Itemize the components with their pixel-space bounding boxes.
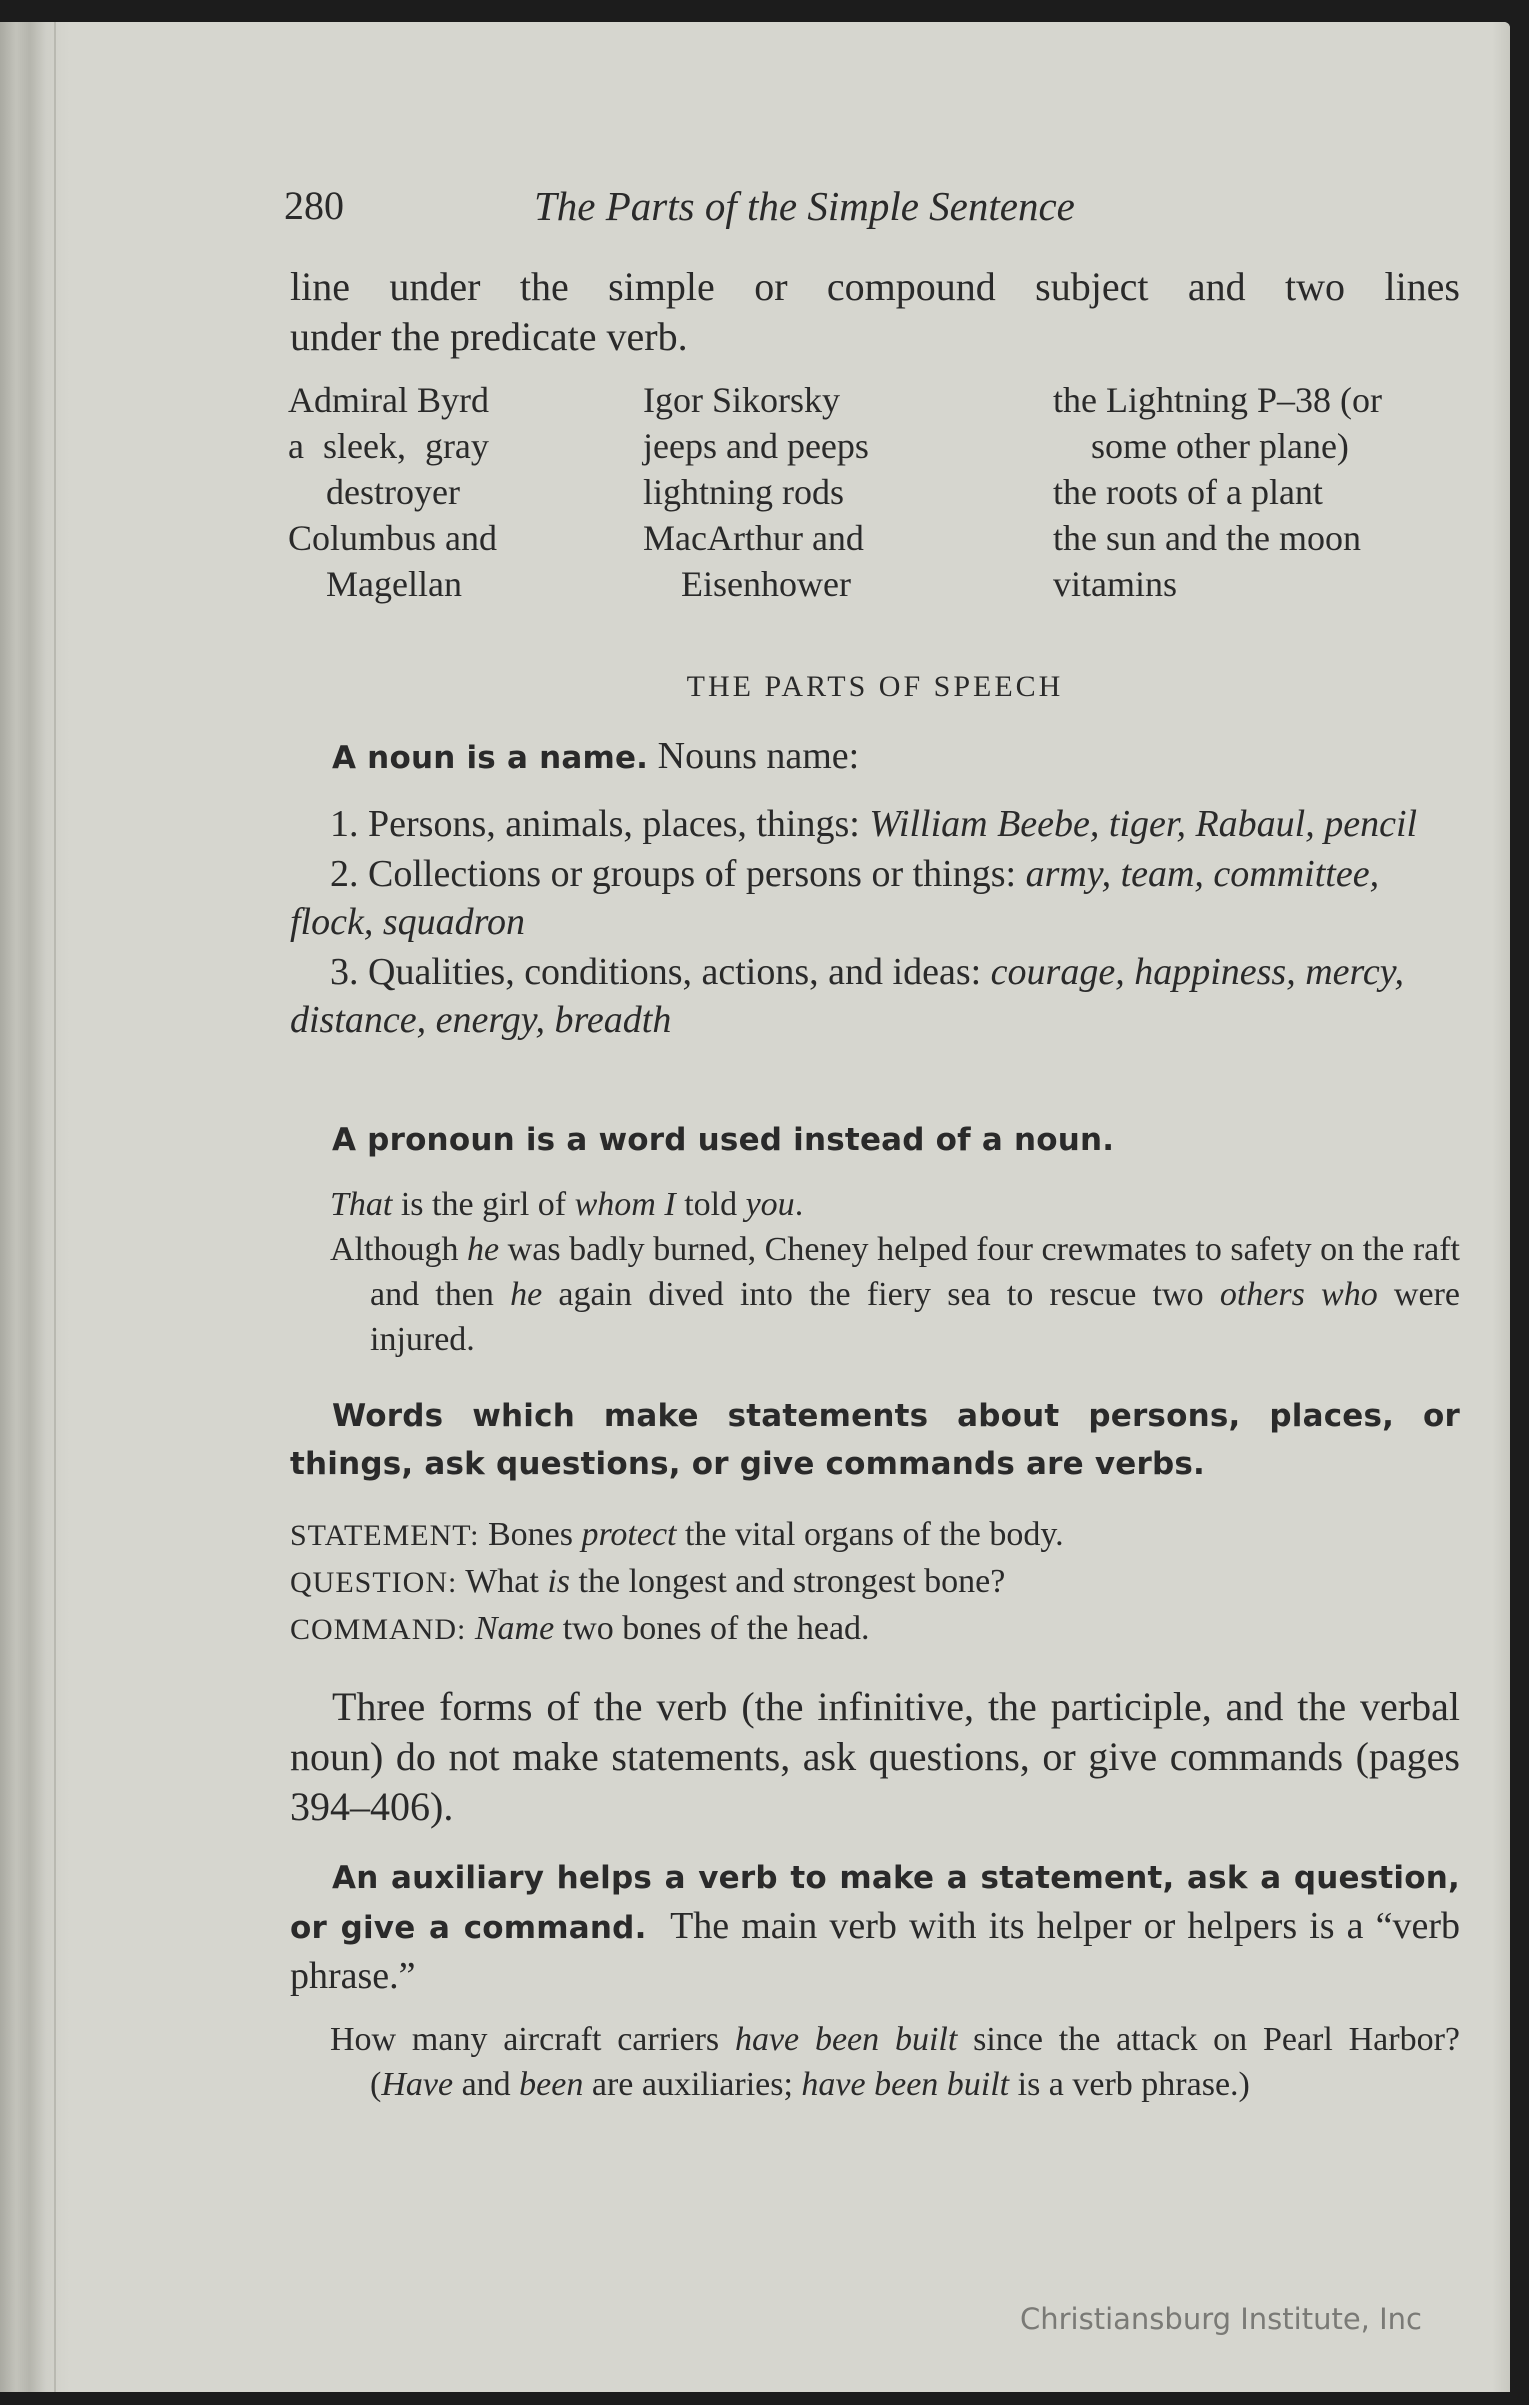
example-part: Bones — [479, 1516, 582, 1553]
list-item: Eisenhower — [681, 564, 851, 604]
list-item-examples: William Beebe, tiger, Rabaul, pencil — [869, 803, 1418, 845]
list-item: Columbus and — [288, 518, 498, 558]
list-item — [290, 948, 1460, 1044]
example-part: the vital organs of the body. — [676, 1516, 1064, 1553]
auxiliary-continuation: The main verb with its helper or helpers is a “verb phrase.” — [290, 1905, 1460, 1997]
auxiliary-definition-text: An auxiliary helps a verb to make a statement, ask a question, or give a command. — [290, 1860, 1460, 1946]
verbal-forms-paragraph: Three forms of the verb (the infinitive, the participle, and the verbal noun) do not make statements, ask questions, or give commands (pages 394–406). — [290, 1684, 1460, 1829]
subject-column-3 — [1053, 377, 1473, 607]
book-spine — [0, 22, 70, 2392]
list-item: a sleek, gray — [288, 426, 489, 466]
example-part: were injured. — [370, 1276, 1460, 1358]
noun-lead: Nouns name: — [657, 735, 860, 777]
list-item: the roots of a plant — [1053, 472, 1323, 512]
watermark: Christiansburg Institute, Inc — [1020, 2302, 1422, 2336]
running-head — [284, 182, 1284, 242]
example-part — [466, 1610, 475, 1647]
verb-definition — [290, 1392, 1460, 1488]
example-part: are auxiliaries; — [583, 2066, 802, 2103]
subject-column-2 — [643, 377, 963, 607]
example-label: QUESTION: — [290, 1566, 458, 1599]
subject-column-1 — [288, 377, 548, 607]
section-heading: THE PARTS OF SPEECH — [686, 670, 1064, 703]
list-item — [290, 800, 1460, 848]
list-item: MacArthur and — [643, 518, 864, 558]
intro-line-2: under the predicate verb. — [290, 314, 688, 359]
example-part: he — [467, 1231, 500, 1268]
list-item: Igor Sikorsky — [643, 380, 840, 420]
example-part: he — [510, 1276, 543, 1313]
list-item-label: 1. Persons, animals, places, things: — [330, 803, 860, 845]
list-item: Admiral Byrd — [288, 380, 489, 420]
example-sentence — [330, 1182, 1460, 1227]
example-part: been — [519, 2066, 584, 2103]
example-sentence — [330, 1227, 1460, 1362]
pronoun-examples — [330, 1182, 1460, 1362]
list-item-examples: army, team, committee, flock, squadron — [290, 853, 1380, 943]
list-item-label: 3. Qualities, conditions, actions, and ideas: — [330, 951, 982, 993]
example-part: . — [794, 1186, 804, 1223]
example-part: have been built — [734, 2021, 958, 2058]
list-item-examples: courage, happiness, mercy, distance, energy, breadth — [290, 951, 1405, 1041]
list-item-label: 2. Collections or groups of persons or things: — [330, 853, 1017, 895]
example-part: whom I — [574, 1186, 676, 1223]
example-part: again dived into the fiery sea to rescue two — [542, 1276, 1220, 1313]
noun-list — [290, 800, 1460, 1046]
pronoun-definition-text: A pronoun is a word used instead of a noun. — [332, 1122, 1115, 1158]
example-part: Although — [330, 1231, 468, 1268]
example-part: told — [675, 1186, 746, 1223]
list-item — [290, 850, 1460, 946]
page-number: 280 — [284, 183, 344, 228]
list-item: vitamins — [1053, 564, 1177, 604]
example-part: the longest and strongest bone? — [570, 1563, 1006, 1600]
book-page — [0, 22, 1510, 2392]
example-part: others who — [1219, 1276, 1378, 1313]
example-part: two bones of the head. — [554, 1610, 870, 1647]
example-sentence — [330, 2017, 1460, 2107]
example-part: is a verb phrase.) — [1009, 2066, 1250, 2103]
example-label: COMMAND: — [290, 1613, 467, 1646]
example-statement — [290, 1512, 1460, 1559]
example-part: since the attack on Pearl Harbor? ( — [370, 2021, 1461, 2103]
example-part: was badly burned, Cheney helped four crewmates to safety on the raft and then — [370, 1231, 1460, 1313]
example-part: What — [457, 1563, 548, 1600]
list-item: destroyer — [326, 472, 460, 512]
auxiliary-example — [330, 2017, 1460, 2107]
example-part: and — [453, 2066, 520, 2103]
verb-definition-text: Words which make statements about persons, places, or things, ask questions, or give commands are verbs. — [290, 1398, 1460, 1482]
example-part: protect — [581, 1516, 677, 1553]
example-part: How many aircraft carriers — [330, 2021, 735, 2058]
example-part: is — [547, 1563, 571, 1600]
list-item: the sun and the moon — [1053, 518, 1361, 558]
intro-line-1: line under the simple or compound subject and two lines — [290, 264, 1460, 309]
page-edge — [1492, 22, 1510, 2392]
subject-list — [288, 377, 1468, 607]
intro-paragraph — [290, 262, 1460, 362]
example-part: is the girl of — [392, 1186, 575, 1223]
list-item: lightning rods — [643, 472, 845, 512]
example-part: Name — [474, 1610, 555, 1647]
example-part: Have — [381, 2066, 454, 2103]
example-part: you — [745, 1186, 795, 1223]
example-part: have been built — [801, 2066, 1010, 2103]
pronoun-definition — [290, 1114, 1460, 1164]
example-question — [290, 1559, 1460, 1606]
list-item: some other plane) — [1091, 426, 1349, 466]
example-label: STATEMENT: — [290, 1519, 480, 1552]
auxiliary-definition — [290, 1852, 1460, 2000]
list-item: Magellan — [326, 564, 462, 604]
example-command — [290, 1606, 1460, 1653]
list-item: jeeps and peeps — [643, 426, 869, 466]
noun-definition-text: A noun is a name. — [332, 740, 649, 776]
chapter-title: The Parts of the Simple Sentence — [534, 183, 1075, 229]
list-item: the Lightning P–38 (or — [1053, 380, 1382, 420]
verb-examples — [290, 1512, 1460, 1653]
noun-definition — [290, 732, 1460, 782]
example-part: That — [330, 1186, 393, 1223]
